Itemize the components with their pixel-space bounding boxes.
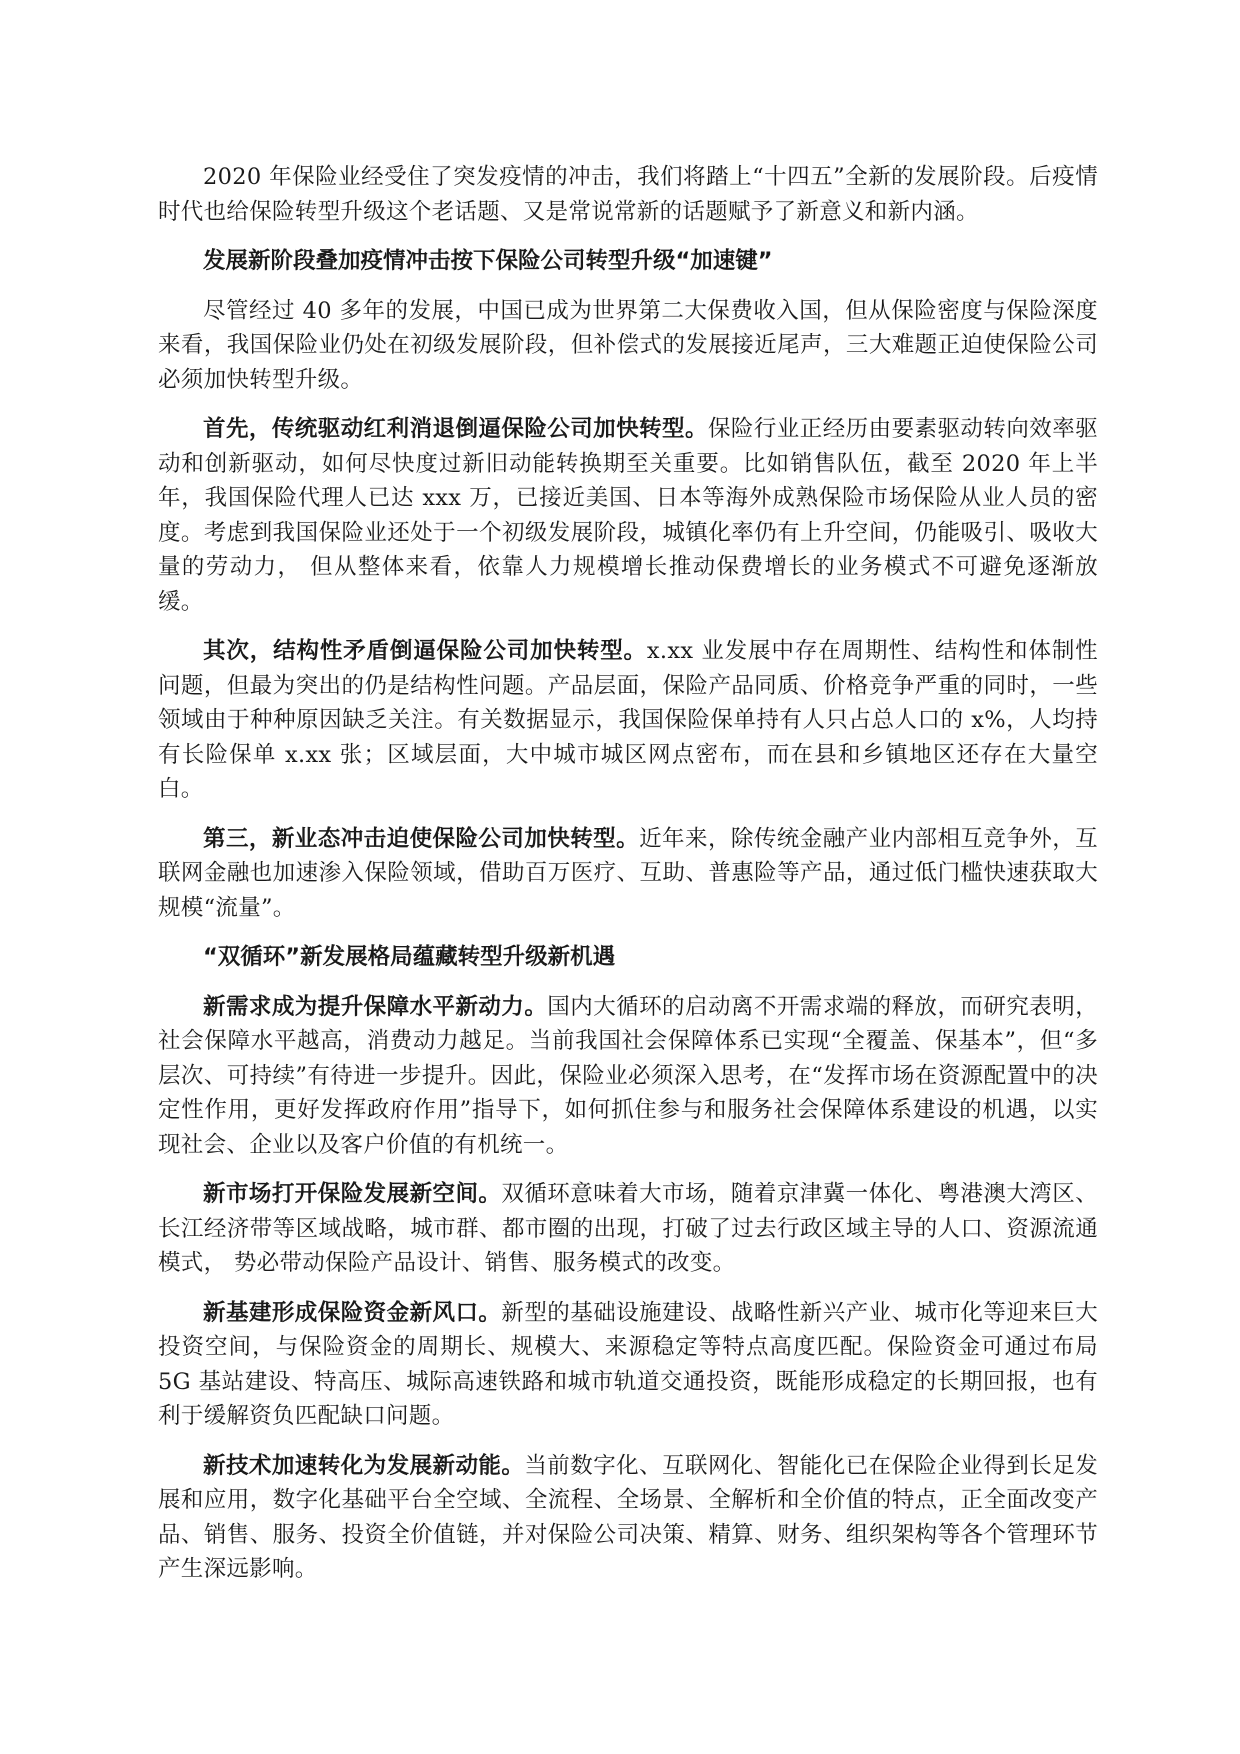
paragraph-lead: 新基建形成保险资金新风口。 — [203, 1299, 502, 1326]
paragraph-text: 双循环意味着大市场，随着京津冀一体化、粤港澳大湾区、长江经济带等区域战略，城市群、都市圈的出现，打破了过去行政区域主导的人口、资源流通模式， 势必带动保险产品设计、销售、服务模式的改变。 — [158, 1181, 1098, 1276]
paragraph-lead: 新市场打开保险发展新空间。 — [203, 1181, 502, 1207]
document-page — [158, 160, 1098, 1602]
paragraph-text: 2020 年保险业经受住了突发疫情的冲击，我们将踏上“十四五”全新的发展阶段。后疫情时代也给保险转型升级这个老话题、又是常说常新的话题赋予了新意义和新内涵。 — [158, 164, 1098, 225]
paragraph-second-point — [158, 634, 1098, 807]
paragraph-text: 保险行业正经历由要素驱动转向效率驱动和创新驱动，如何尽快度过新旧动能转换期至关重要。比如销售队伍，截至 2020 年上半年，我国保险代理人已达 xxx 万，已接近美国、日本等海外成熟保险市场保险从业人员的密度。考虑到我国保险业还处于一个初级发展阶段，城镇化率仍有上升空间，仍能吸引、吸收大量的劳动力， 但从整体来看，依靠人力规模增长推动保费增长的业务模式不可避免逐渐放缓。 — [158, 416, 1098, 615]
paragraph-text: 近年来，除传统金融产业内部相互竞争外，互联网金融也加速渗入保险领域，借助百万医疗、互助、普惠险等产品，通过低门槛快速获取大规模“流量”。 — [158, 825, 1098, 921]
paragraph-lead: 第三，新业态冲击迫使保险公司加快转型。 — [203, 825, 640, 852]
paragraph-lead: 新需求成为提升保障水平新动力。 — [203, 993, 548, 1020]
heading-text: 发展新阶段叠加疫情冲击按下保险公司转型升级“加速键” — [203, 248, 773, 274]
paragraph-third-point — [158, 822, 1098, 926]
section-heading-1 — [158, 244, 1098, 279]
heading-text: “双循环”新发展格局蕴藏转型升级新机遇 — [203, 944, 616, 970]
paragraph-text: 当前数字化、互联网化、智能化已在保险企业得到长足发展和应用，数字化基础平台全空域、全流程、全场景、全解析和全价值的特点，正全面改变产品、销售、服务、投资全价值链，并对保险公司决策、精算、财务、组织架构等各个管理环节产生深远影响。 — [158, 1452, 1098, 1582]
paragraph-new-infrastructure — [158, 1296, 1098, 1434]
paragraph-text: 新型的基础设施建设、战略性新兴产业、城市化等迎来巨大投资空间，与保险资金的周期长、规模大、来源稳定等特点高度匹配。保险资金可通过布局 5G 基站建设、特高压、城际高速铁路和城市轨道交通投资，既能形成稳定的长期回报，也有利于缓解资负匹配缺口问题。 — [158, 1299, 1098, 1429]
paragraph-new-technology — [158, 1449, 1098, 1587]
paragraph-text: 尽管经过 40 多年的发展，中国已成为世界第二大保费收入国，但从保险密度与保险深度来看，我国保险业仍处在初级发展阶段，但补偿式的发展接近尾声，三大难题正迫使保险公司必须加快转型升级。 — [158, 297, 1098, 393]
paragraph-new-demand — [158, 990, 1098, 1163]
paragraph-lead: 新技术加速转化为发展新动能。 — [203, 1452, 525, 1479]
paragraph-intro — [158, 160, 1098, 229]
paragraph-new-market — [158, 1177, 1098, 1281]
paragraph-lead: 首先，传统驱动红利消退倒逼保险公司加快转型。 — [203, 416, 708, 442]
paragraph-first-point — [158, 412, 1098, 619]
section-heading-2 — [158, 940, 1098, 975]
paragraph-text: x.xx 业发展中存在周期性、结构性和体制性问题，但最为突出的仍是结构性问题。产品层面，保险产品同质、价格竞争严重的同时，一些领域由于种种原因缺乏关注。有关数据显示，我国保险保单持有人只占总人口的 x%，人均持有长险保单 x.xx 张；区域层面，大中城市城区网点密布，而在县和乡镇地区还存在大量空白。 — [158, 638, 1098, 802]
paragraph-text: 国内大循环的启动离不开需求端的释放，而研究表明，社会保障水平越高，消费动力越足。当前我国社会保障体系已实现“全覆盖、保基本”，但“多层次、可持续”有待进一步提升。因此，保险业必须深入思考，在“发挥市场在资源配置中的决定性作用，更好发挥政府作用”指导下，如何抓住参与和服务社会保障体系建设的机遇，以实现社会、企业以及客户价值的有机统一。 — [158, 993, 1098, 1158]
paragraph-lead: 其次，结构性矛盾倒逼保险公司加快转型。 — [203, 638, 647, 664]
paragraph-overview — [158, 294, 1098, 398]
